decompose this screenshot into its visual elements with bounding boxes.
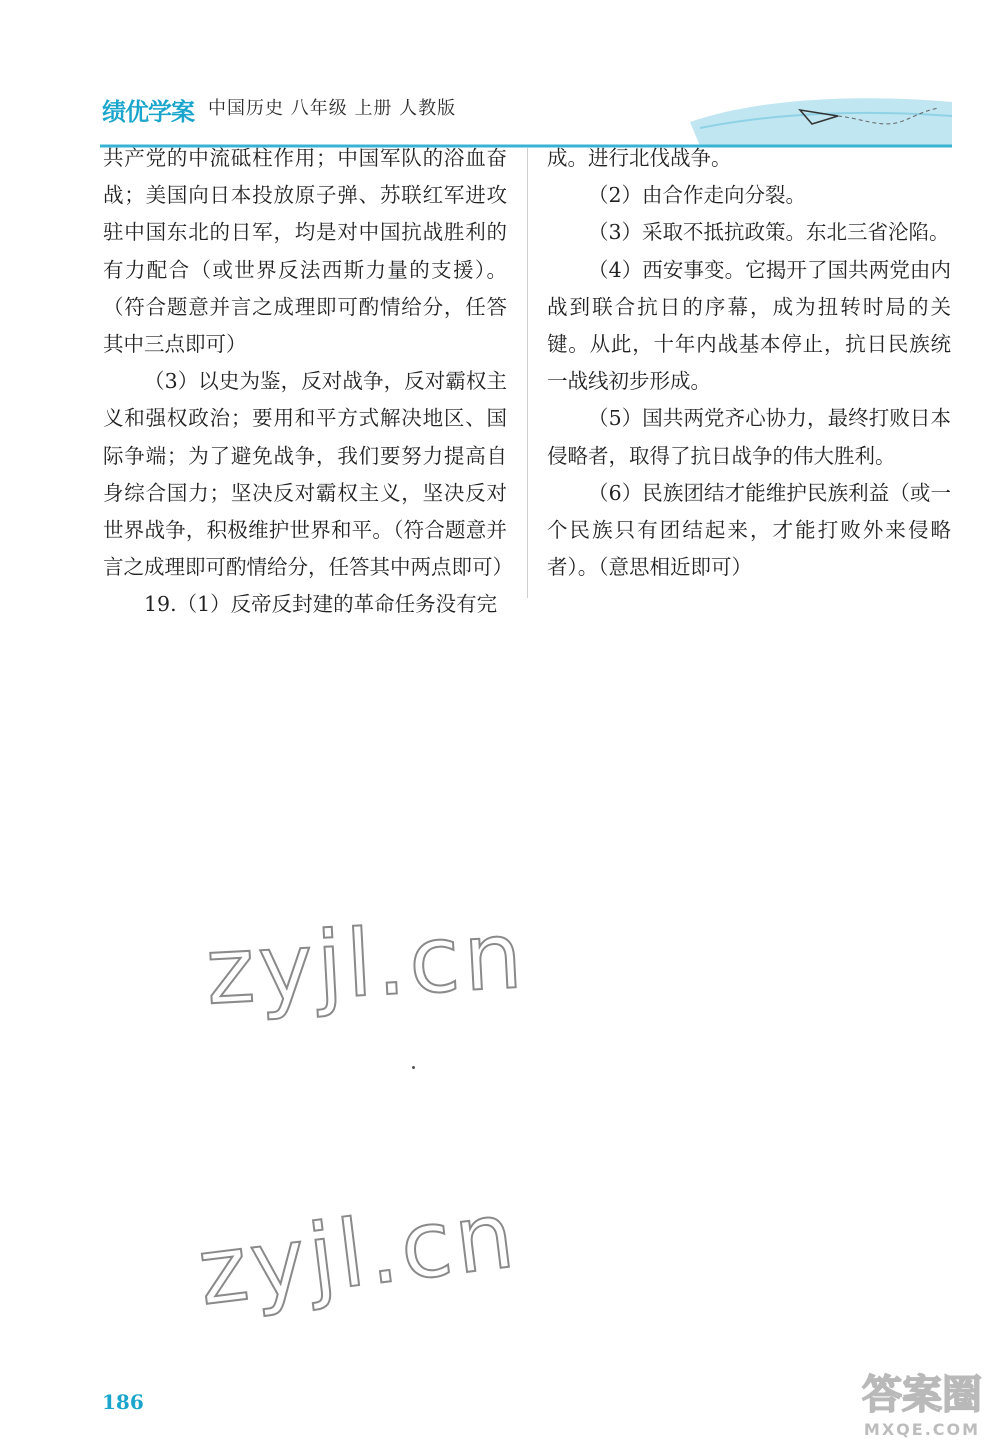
column-divider — [527, 148, 528, 598]
corner-logo-text: 答案圈 — [862, 1372, 982, 1418]
watermark-upper: zyjl.cn — [203, 901, 529, 1026]
right-column — [547, 140, 951, 586]
right-paragraph-1: 成。进行北伐战争。 — [547, 146, 732, 170]
watermark-lower: zyjl.cn — [192, 1180, 524, 1327]
corner-logo — [862, 1363, 982, 1439]
right-paragraph-6: （6）民族团结才能维护民族利益（或一个民族只有团结起来，才能打败外来侵略者）。（意思相近即可） — [547, 480, 951, 580]
left-paragraph-1: 共产党的中流砥柱作用；中国军队的浴血奋战；美国向日本投放原子弹、苏联红军进攻驻中国东北的日军，均是对中国抗战胜利的有力配合（或世界反法西斯力量的支援）。（符合题意并言之成理即可酌情给分，任答其中三点即可） — [103, 146, 507, 357]
left-paragraph-3: 19.（1）反帝反封建的革命任务没有完 — [144, 592, 498, 617]
stray-dot — [412, 1066, 415, 1069]
corner-logo-url: MXQE.COM — [863, 1420, 981, 1439]
right-paragraph-4: （4）西安事变。它揭开了国共两党由内战到联合抗日的序幕，成为扭转时局的关键。从此，十年内战基本停止，抗日民族统一战线初步形成。 — [547, 257, 951, 394]
book-info: 中国历史 八年级 上册 人教版 — [208, 98, 457, 119]
left-column — [103, 140, 513, 624]
right-paragraph-5: （5）国共两党齐心协力，最终打败日本侵略者，取得了抗日战争的伟大胜利。 — [547, 406, 951, 468]
right-paragraph-2: （2）由合作走向分裂。 — [588, 183, 807, 208]
left-paragraph-2: （3）以史为鉴，反对战争，反对霸权主义和强权政治；要用和平方式解决地区、国际争端；为了避免战争，我们要努力提高自身综合国力；坚决反对霸权主义，坚决反对世界战争，积极维护世界和平。（符合题意并言之成理即可酌情给分，任答其中两点即可） — [103, 369, 513, 580]
right-paragraph-3: （3）采取不抵抗政策。东北三省沦陷。 — [588, 220, 950, 245]
page-number: 186 — [102, 1390, 144, 1414]
brand-title: 绩优学案 — [102, 98, 194, 126]
